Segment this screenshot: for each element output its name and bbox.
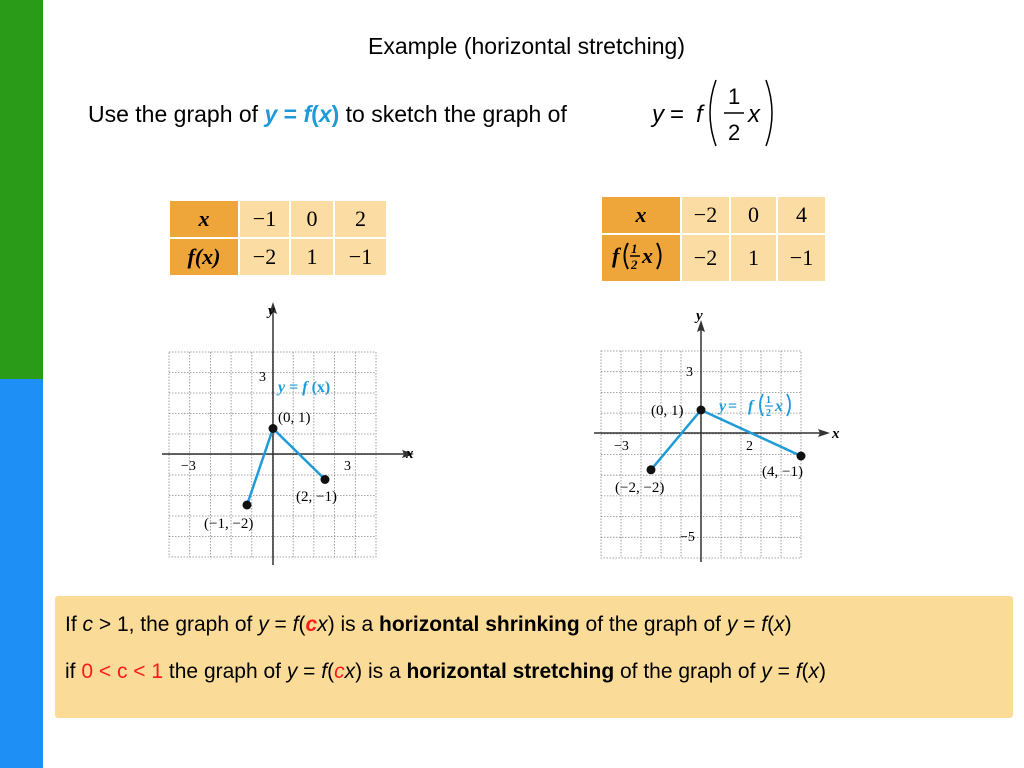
table-cell: 0 bbox=[291, 201, 333, 237]
svg-text:f: f bbox=[612, 243, 620, 268]
formula-f: f bbox=[696, 101, 703, 128]
tick-label-y-pos: 3 bbox=[259, 370, 266, 385]
tick-label-x-pos: 3 bbox=[344, 459, 351, 474]
point-c bbox=[321, 475, 330, 484]
svg-text:2: 2 bbox=[766, 408, 771, 419]
point-b bbox=[269, 424, 278, 433]
svg-text:1: 1 bbox=[766, 395, 771, 406]
value-table-f bbox=[168, 199, 388, 277]
svg-text:1: 1 bbox=[631, 241, 638, 256]
tick-label-y-neg: −5 bbox=[680, 530, 695, 545]
point-a bbox=[243, 501, 252, 510]
rule-stretching: if 0 < c < 1 the graph of y = f(cx) is a horizontal stretching of the graph of y = f(x) bbox=[65, 660, 827, 683]
table-cell: −2 bbox=[682, 197, 729, 233]
svg-text:2: 2 bbox=[631, 257, 638, 272]
target-formula bbox=[648, 76, 778, 150]
curve-label: y = f (x) bbox=[278, 379, 331, 396]
table-header-x: x bbox=[602, 197, 680, 233]
formula-right-paren bbox=[766, 80, 772, 146]
table-cell: 1 bbox=[291, 239, 333, 275]
prompt-text-2: to sketch the graph of bbox=[339, 101, 567, 127]
formula-y: y bbox=[652, 101, 664, 128]
tick-label-x-pos: 2 bbox=[746, 439, 753, 454]
table-row-fx bbox=[602, 235, 825, 281]
summary-box bbox=[55, 596, 1013, 718]
tick-label-x-neg: −3 bbox=[614, 439, 629, 454]
formula-left-paren bbox=[710, 80, 716, 146]
table-cell: −2 bbox=[240, 239, 289, 275]
table-row-x bbox=[170, 201, 386, 237]
svg-text:f: f bbox=[748, 398, 754, 415]
half-x-notation bbox=[606, 235, 676, 275]
y-axis-label: y bbox=[268, 303, 275, 319]
point-label-b: (0, 1) bbox=[651, 403, 684, 419]
table-row-x bbox=[602, 197, 825, 233]
graph-original bbox=[158, 300, 420, 568]
table-cell: −1 bbox=[240, 201, 289, 237]
tick-label-y-pos: 3 bbox=[686, 365, 693, 380]
rule-shrinking: If c > 1, the graph of y = f(cx) is a horizontal shrinking of the graph of y = f(x) bbox=[65, 613, 792, 636]
slide-title: Example (horizontal stretching) bbox=[367, 33, 686, 59]
side-bar-green bbox=[0, 0, 43, 379]
value-table-stretched bbox=[600, 195, 827, 283]
table-header-x: x bbox=[170, 201, 238, 237]
graph-stretched bbox=[588, 300, 846, 568]
point-label-c: (2, −1) bbox=[296, 489, 337, 505]
formula-numerator: 1 bbox=[728, 84, 741, 109]
x-axis-label: x bbox=[832, 426, 840, 442]
svg-text:x: x bbox=[642, 243, 653, 268]
svg-text:y: y bbox=[719, 398, 727, 415]
table-cell: 4 bbox=[778, 197, 825, 233]
table-cell: −1 bbox=[335, 239, 386, 275]
formula-x: x bbox=[748, 101, 760, 128]
point-label-a: (−2, −2) bbox=[615, 480, 665, 496]
table-cell: −2 bbox=[682, 235, 729, 281]
table-row-fx bbox=[170, 239, 386, 275]
point-a bbox=[647, 465, 656, 474]
curve-label bbox=[717, 394, 790, 419]
table-header-fx: f(x) bbox=[170, 239, 238, 275]
table-cell: −1 bbox=[778, 235, 825, 281]
problem-statement bbox=[88, 101, 567, 128]
table-cell: 2 bbox=[335, 201, 386, 237]
formula-equals: = bbox=[670, 101, 685, 128]
y-axis-label: y bbox=[696, 308, 703, 324]
table-cell: 1 bbox=[731, 235, 776, 281]
svg-text:x: x bbox=[775, 398, 783, 415]
prompt-text-1: Use the graph of bbox=[88, 101, 265, 127]
point-b bbox=[697, 406, 706, 415]
point-c bbox=[797, 452, 806, 461]
x-axis-label: x bbox=[406, 446, 414, 462]
table-header-f-half-x bbox=[602, 235, 680, 281]
prompt-equation: y = f(x) bbox=[264, 101, 340, 127]
point-label-b: (0, 1) bbox=[278, 410, 311, 426]
side-bar-blue bbox=[0, 379, 43, 768]
tick-label-x-neg: −3 bbox=[181, 459, 196, 474]
point-label-a: (−1, −2) bbox=[204, 516, 254, 532]
svg-text:=: = bbox=[728, 398, 738, 415]
table-cell: 0 bbox=[731, 197, 776, 233]
formula-denominator: 2 bbox=[728, 120, 741, 145]
point-label-c: (4, −1) bbox=[762, 464, 803, 480]
